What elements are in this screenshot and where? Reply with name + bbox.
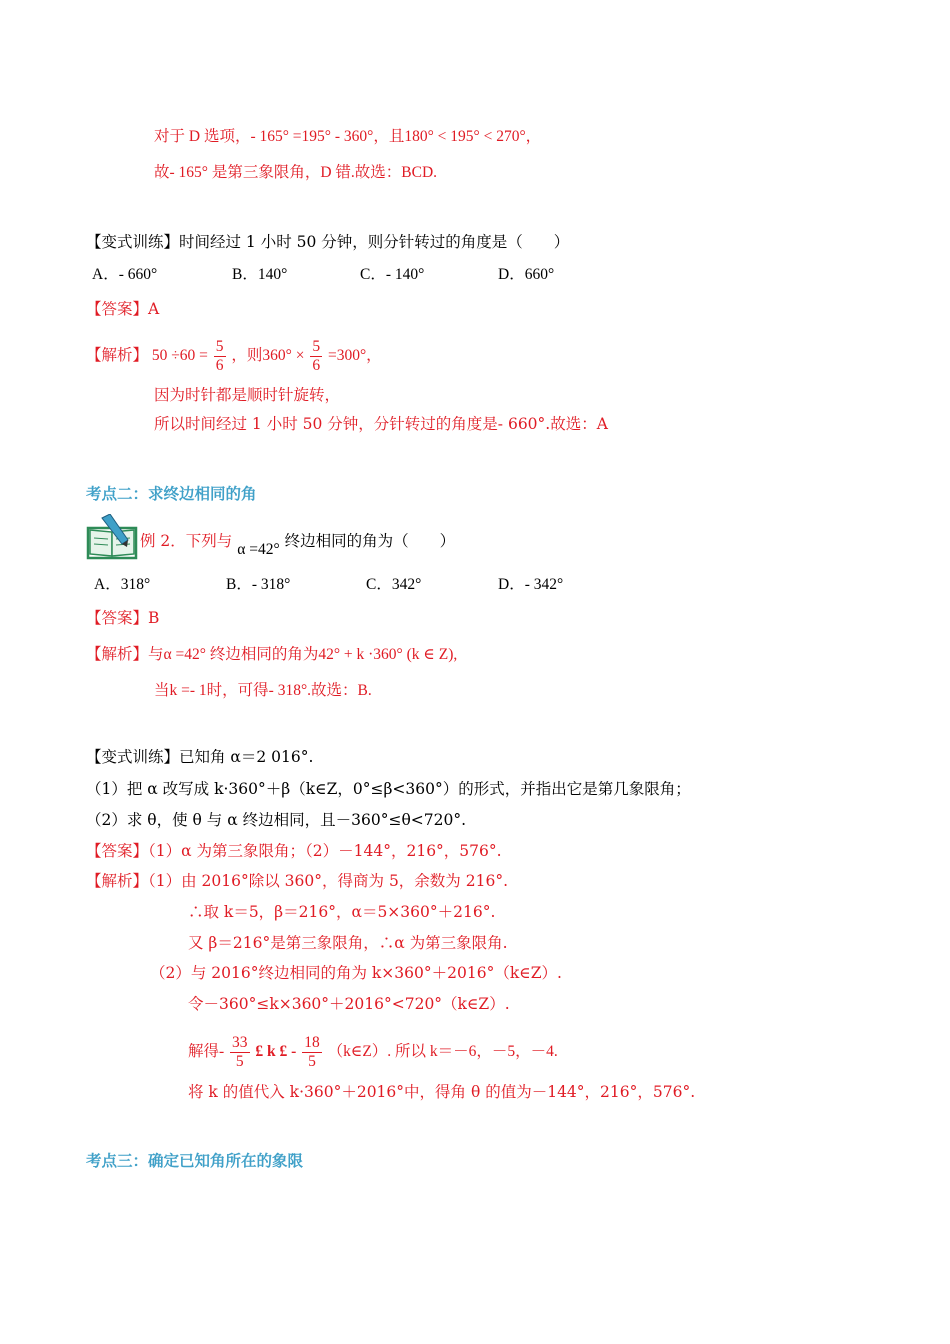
example2-analysis	[86, 644, 457, 666]
example2-option-b: B．- 318°	[226, 576, 291, 593]
variant1-analysis	[86, 338, 382, 375]
a6-mid: £ k £ -	[255, 1043, 297, 1061]
d-option-conclusion: 故- 165° 是第三象限角，D 错.故选：BCD.	[154, 164, 438, 181]
variant2-a7: 将 k 的值代入 k·360°＋2016°中，得角 θ 的值为－144°，216°，576°.	[188, 1083, 696, 1101]
a6-pre: 解得-	[188, 1043, 225, 1061]
answer-label: 【答案】	[86, 842, 149, 860]
example2-option-d: D．- 342°	[498, 576, 564, 593]
analysis-label: 【解析】	[86, 646, 149, 663]
variant2-a3: 又 β＝216°是第三象限角，∴α 为第三象限角.	[188, 934, 508, 952]
analysis-post: =300°，	[327, 347, 382, 365]
variant2-analysis	[86, 870, 508, 892]
fraction-18-5: $\frac{18}{5}$	[304, 1034, 320, 1070]
variant1-option-d: D．660°	[498, 266, 555, 283]
notebook-pencil-icon	[86, 514, 140, 560]
answer-label: 【答案】	[86, 609, 149, 627]
variant1-question: 【变式训练】时间经过 1 小时 50 分钟，则分针转过的角度是（ ）	[86, 233, 570, 251]
fraction-33-5: $\frac{33}{5}$	[232, 1034, 248, 1070]
example2-option-a: A．318°	[94, 576, 151, 593]
variant2-answer	[86, 840, 502, 862]
variant2-a6	[188, 1034, 558, 1071]
example2-answer	[86, 607, 159, 629]
example2-label: 例 2．下列与	[140, 532, 233, 550]
analysis-label: 【解析】	[86, 872, 149, 890]
variant1-analysis-line2: 因为时针都是顺时针旋转，	[154, 386, 341, 404]
variant1-option-c: C．- 140°	[360, 266, 425, 283]
example2-rest: 终边相同的角为（ ）	[284, 532, 456, 550]
variant2-a2: ∴取 k＝5，β＝216°，α＝5×360°＋216°.	[188, 903, 496, 921]
variant1-option-a: A．- 660°	[92, 266, 158, 283]
section3-title: 考点三：确定已知角所在的象限	[86, 1152, 304, 1170]
variant1-option-b: B．140°	[232, 266, 288, 283]
variant1-analysis-line3: 所以时间经过 1 小时 50 分钟，分针转过的角度是- 660°.故选：A	[154, 415, 608, 433]
fraction-5-6: $\frac{5}{6}$	[215, 338, 224, 374]
variant2-a4: （2）与 2016°终边相同的角为 k×360°＋2016°（k∈Z）.	[150, 964, 562, 982]
answer-value: A	[148, 300, 160, 318]
alpha-expression: α =42°	[237, 541, 280, 558]
fraction-5-6-second: $\frac{5}{6}$	[312, 338, 321, 374]
analysis-mid: ，则360° ×	[231, 347, 305, 365]
analysis-line1: 与α =42° 终边相同的角为42° + k ·360° (k ∈ Z),	[148, 646, 458, 663]
answer-label: 【答案】	[86, 300, 149, 318]
variant2-question: 【变式训练】已知角 α＝2 016°.	[86, 748, 314, 766]
variant2-q1: （1）把 α 改写成 k·360°＋β（k∈Z，0°≤β<360°）的形式，并指出它是第几象限角；	[86, 780, 691, 798]
d-option-analysis: 对于 D 选项，- 165° =195° - 360°，且180° < 195° < 270°，	[154, 128, 542, 145]
analysis-pre: 50 ÷60 =	[151, 347, 208, 365]
analysis-a1: （1）由 2016°除以 360°，得商为 5，余数为 216°.	[148, 872, 508, 890]
section2-title: 考点二：求终边相同的角	[86, 485, 257, 503]
a6-post: （k∈Z）. 所以 k＝－6，－5，－4.	[327, 1043, 558, 1061]
example2-question	[140, 530, 456, 558]
example2-analysis-line2: 当k =- 1时，可得- 318°.故选：B.	[154, 682, 372, 699]
analysis-label: 【解析】	[86, 347, 149, 365]
variant1-answer	[86, 298, 159, 320]
variant2-q2: （2）求 θ，使 θ 与 α 终边相同，且－360°≤θ<720°.	[86, 811, 467, 829]
answer-value: B	[148, 609, 160, 627]
answer-value: （1）α 为第三象限角；（2）－144°，216°，576°.	[148, 842, 502, 860]
variant2-a5: 令－360°≤k×360°＋2016°<720°（k∈Z）.	[188, 995, 510, 1013]
example2-option-c: C．342°	[366, 576, 422, 593]
